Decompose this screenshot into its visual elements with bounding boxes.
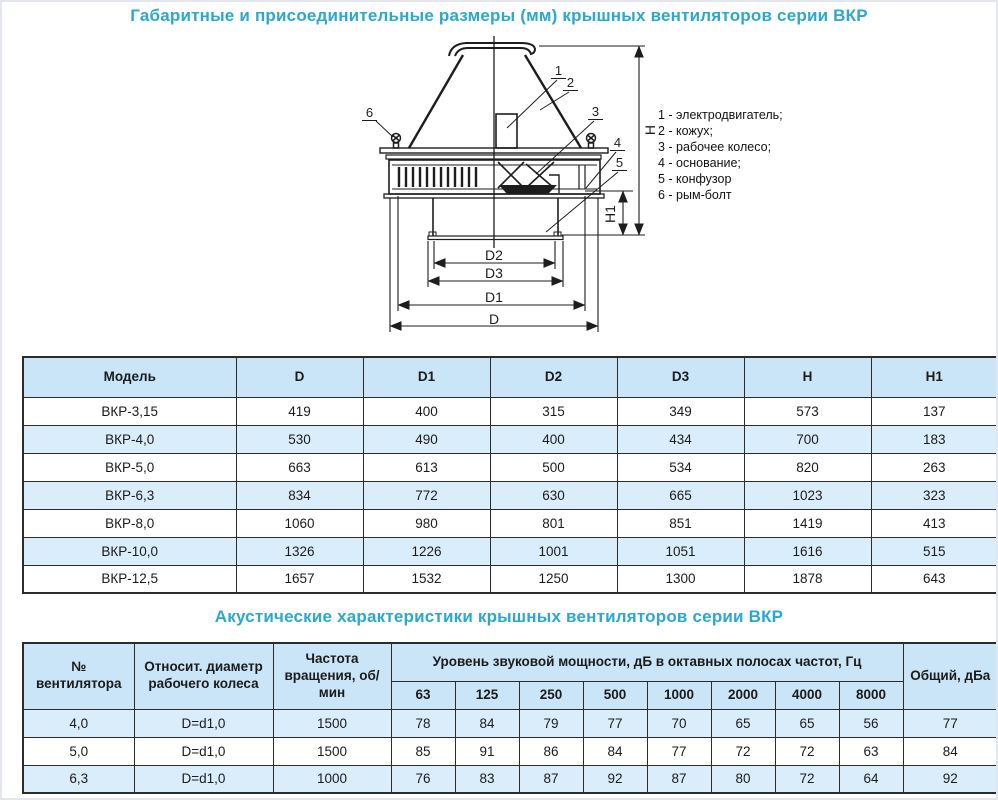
legend-item-5: 5 - конфузор	[658, 172, 732, 186]
cell: 77	[583, 709, 647, 737]
cell: 56	[839, 709, 903, 737]
cell: 613	[363, 453, 490, 481]
table-row	[23, 537, 998, 565]
cell: 801	[490, 509, 617, 537]
cell: 72	[711, 737, 775, 765]
table-row	[23, 765, 998, 793]
cell: 643	[871, 565, 998, 593]
cell: D=d1,0	[134, 765, 273, 793]
col-header-band-125: 125	[455, 681, 519, 709]
cell: 64	[839, 765, 903, 793]
cell: 85	[391, 737, 455, 765]
cell: ВКР-4,0	[23, 425, 236, 453]
cell: 137	[871, 397, 998, 425]
cell: 70	[647, 709, 711, 737]
cell: 1250	[490, 565, 617, 593]
cell: 263	[871, 453, 998, 481]
cell: 91	[455, 737, 519, 765]
callout-2: 2	[563, 76, 578, 91]
cell: 515	[871, 537, 998, 565]
cell: 530	[236, 425, 363, 453]
parts-legend	[658, 107, 783, 203]
cell: 851	[617, 509, 744, 537]
col-header-fan-no: № вентилятора	[23, 643, 134, 709]
cell: 92	[903, 765, 998, 793]
fan-diagram	[2, 26, 998, 356]
col-header-band-2000: 2000	[711, 681, 775, 709]
cell: 1500	[273, 709, 391, 737]
table-row	[23, 709, 998, 737]
dimensions-table-header-row	[23, 357, 998, 397]
table-row	[23, 509, 998, 537]
cell: 315	[490, 397, 617, 425]
table-row	[23, 453, 998, 481]
callout-5: 5	[612, 156, 627, 171]
cell: 834	[236, 481, 363, 509]
cell: 79	[519, 709, 583, 737]
cell: 1060	[236, 509, 363, 537]
cell: 573	[744, 397, 871, 425]
cell: 1226	[363, 537, 490, 565]
dim-label-d1: D1	[485, 289, 503, 305]
cell: 87	[647, 765, 711, 793]
cell: 1500	[273, 737, 391, 765]
acoustic-section-title: Акустические характеристики крышных вентиляторов серии ВКР	[214, 607, 784, 626]
cell: 1000	[273, 765, 391, 793]
col-header-band-8000: 8000	[839, 681, 903, 709]
cell: 1616	[744, 537, 871, 565]
cell: 323	[871, 481, 998, 509]
callout-6: 6	[362, 106, 377, 121]
cell: ВКР-12,5	[23, 565, 236, 593]
cell: 419	[236, 397, 363, 425]
cell: ВКР-10,0	[23, 537, 236, 565]
cell: 490	[363, 425, 490, 453]
cell: 77	[647, 737, 711, 765]
col-header-band-500: 500	[583, 681, 647, 709]
cell: ВКР-8,0	[23, 509, 236, 537]
legend-item-1: 1 - электродвигатель;	[658, 108, 783, 122]
dim-label-d: D	[488, 311, 500, 327]
col-header-d2: D2	[490, 357, 617, 397]
col-header-band-4000: 4000	[775, 681, 839, 709]
cell: 76	[391, 765, 455, 793]
cell: 1051	[617, 537, 744, 565]
cell: 65	[775, 709, 839, 737]
cell: 6,3	[23, 765, 134, 793]
cell: 84	[903, 737, 998, 765]
cell: 92	[583, 765, 647, 793]
cell: 1657	[236, 565, 363, 593]
col-header-d: D	[236, 357, 363, 397]
cell: 665	[617, 481, 744, 509]
dim-label-d3: D3	[485, 265, 503, 281]
col-header-h: H	[744, 357, 871, 397]
cell: ВКР-5,0	[23, 453, 236, 481]
cell: 4,0	[23, 709, 134, 737]
cell: 83	[455, 765, 519, 793]
col-header-speed: Частота вращения, об/мин	[273, 643, 391, 709]
col-header-band-1000: 1000	[647, 681, 711, 709]
cell: 84	[583, 737, 647, 765]
base-grille	[399, 167, 476, 187]
col-header-band-250: 250	[519, 681, 583, 709]
callout-1: 1	[551, 64, 566, 79]
cell: 772	[363, 481, 490, 509]
cell: ВКР-3,15	[23, 397, 236, 425]
col-header-d3: D3	[617, 357, 744, 397]
cell: 400	[490, 425, 617, 453]
cell: 63	[839, 737, 903, 765]
cell: 700	[744, 425, 871, 453]
cell: 434	[617, 425, 744, 453]
cell: 400	[363, 397, 490, 425]
legend-item-4: 4 - основание;	[658, 156, 741, 170]
cell: 500	[490, 453, 617, 481]
cell: 1001	[490, 537, 617, 565]
cell: D=d1,0	[134, 709, 273, 737]
page-title: Габаритные и присоединительные размеры (мм) крышных вентиляторов серии ВКР	[130, 6, 868, 25]
col-header-diameter: Относит. диаметр рабочего колеса	[134, 643, 273, 709]
cell: 72	[775, 765, 839, 793]
cell: 5,0	[23, 737, 134, 765]
cell: 534	[617, 453, 744, 481]
cell: 630	[490, 481, 617, 509]
cell: 349	[617, 397, 744, 425]
cell: 980	[363, 509, 490, 537]
cell: 1300	[617, 565, 744, 593]
cell: 65	[711, 709, 775, 737]
legend-item-2: 2 - кожух;	[658, 124, 713, 138]
dim-label-d2: D2	[485, 247, 503, 263]
table-row	[23, 397, 998, 425]
cell: 820	[744, 453, 871, 481]
table-row	[23, 481, 998, 509]
cell: 1023	[744, 481, 871, 509]
col-header-model: Модель	[23, 357, 236, 397]
cell: 80	[711, 765, 775, 793]
table-row	[23, 425, 998, 453]
dim-label-h1: H1	[602, 205, 618, 223]
dim-label-h: H	[642, 124, 658, 136]
legend-item-6: 6 - рым-болт	[658, 188, 732, 202]
legend-item-3: 3 - рабочее колесо;	[658, 140, 772, 154]
fan-drawing-figure	[2, 26, 998, 356]
cell: ВКР-6,3	[23, 481, 236, 509]
cell: 183	[871, 425, 998, 453]
col-header-h1: H1	[871, 357, 998, 397]
table-row	[23, 737, 998, 765]
col-header-total: Общий, дБа	[903, 643, 998, 709]
col-header-d1: D1	[363, 357, 490, 397]
callout-4: 4	[610, 136, 625, 151]
cell: 1532	[363, 565, 490, 593]
table-row	[23, 565, 998, 593]
cell: 87	[519, 765, 583, 793]
acoustic-table	[22, 642, 998, 794]
col-header-sound-power-group: Уровень звуковой мощности, дБ в октавных полосах частот, Гц	[391, 643, 903, 681]
cell: 413	[871, 509, 998, 537]
cell: 1326	[236, 537, 363, 565]
cell: 72	[775, 737, 839, 765]
callout-3: 3	[588, 105, 603, 120]
cell: 663	[236, 453, 363, 481]
cell: 77	[903, 709, 998, 737]
cell: 1419	[744, 509, 871, 537]
dimensions-table	[22, 356, 998, 594]
impeller	[498, 162, 557, 194]
acoustic-header-row-1	[23, 643, 998, 681]
cell: 84	[455, 709, 519, 737]
cell: 78	[391, 709, 455, 737]
col-header-band-63: 63	[391, 681, 455, 709]
cell: 86	[519, 737, 583, 765]
callout-leaders	[376, 80, 618, 232]
fan-body	[380, 36, 608, 248]
cell: 1878	[744, 565, 871, 593]
cell: D=d1,0	[134, 737, 273, 765]
